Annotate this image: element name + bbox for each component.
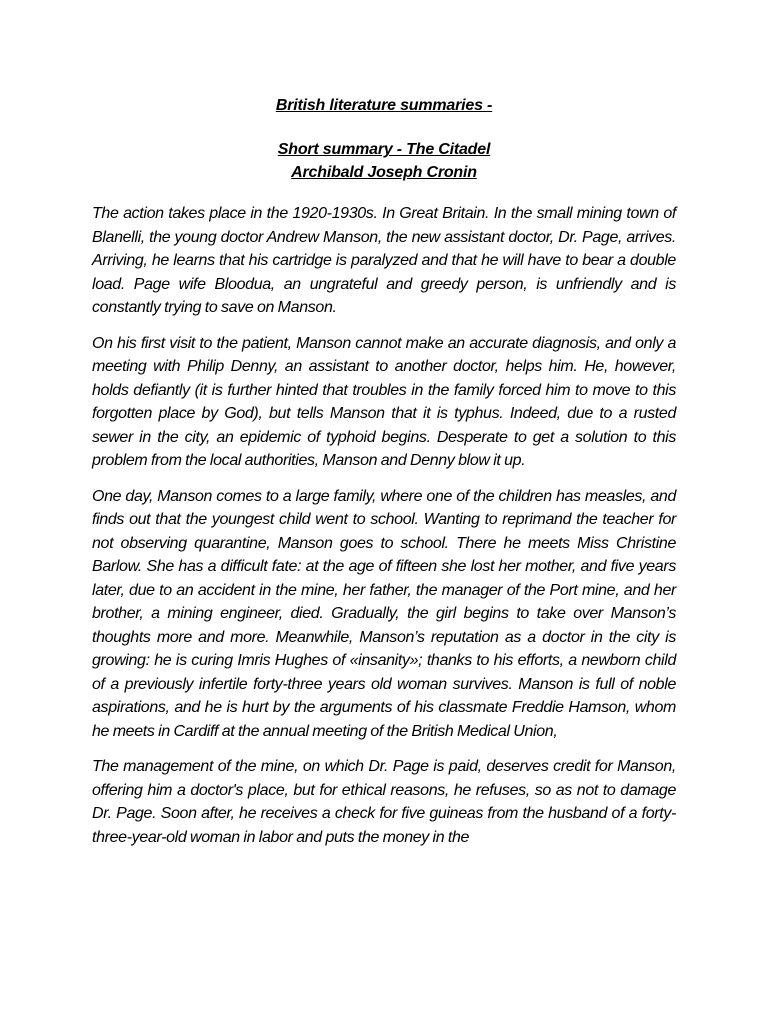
paragraph: One day, Manson comes to a large family, where one of the children has measles, and finds out that the youngest child went to school. Wanting to reprimand the teacher for not observing quarantine, Manson goes to school. There he meets Miss Christine Barlow. She has a difficult fate: at the age of fifteen she lost her mother, and five years later, due to an accident in the mine, her father, the manager of the Port mine, and her brother, a mining engineer, died. Gradually, the girl begins to take over Manson’s thoughts more and more. Meanwhile, Manson’s reputation as a doctor in the city is growing: he is curing Imris Hughes of «insanity»; thanks to his efforts, a newborn child of a previously infertile forty-three years old woman survives. Manson is full of noble aspirations, and he is hurt by the arguments of his classmate Freddie Hamson, whom he meets in Cardiff at the annual meeting of the British Medical Union, bbox=[92, 487, 676, 740]
series-title: British literature summaries - bbox=[275, 97, 493, 114]
author-name: Archibald Joseph Cronin bbox=[291, 164, 477, 181]
paragraph: The management of the mine, on which Dr. Page is paid, deserves credit for Manson, offering him a doctor's place, but for ethical reasons, he refuses, so as not to damage Dr. Page. Soon after, he receives a check for five guineas from the husband of a forty-three-year-old woman in labor and puts the money in the bbox=[92, 758, 676, 846]
summary-body bbox=[92, 202, 676, 861]
summary-title: Short summary - The Citadel bbox=[277, 141, 491, 158]
paragraph: On his first visit to the patient, Manson cannot make an accurate diagnosis, and only a meeting with Philip Denny, an assistant to another doctor, helps him. He, however, holds defiantly (it is further hinted that troubles in the family forced him to move to this forgotten place by God), but tells Manson that it is typhus. Indeed, due to a rusted sewer in the city, an epidemic of typhoid begins. Desperate to get a solution to this problem from the local authorities, Manson and Denny blow it up. bbox=[92, 334, 676, 469]
paragraph: The action takes place in the 1920-1930s. In Great Britain. In the small mining town of Blanelli, the young doctor Andrew Manson, the new assistant doctor, Dr. Page, arrives. Arriving, he learns that his cartridge is paralyzed and that he will have to bear a double load. Page wife Bloodua, an ungrateful and greedy person, is unfriendly and is constantly trying to save on Manson. bbox=[92, 205, 676, 316]
